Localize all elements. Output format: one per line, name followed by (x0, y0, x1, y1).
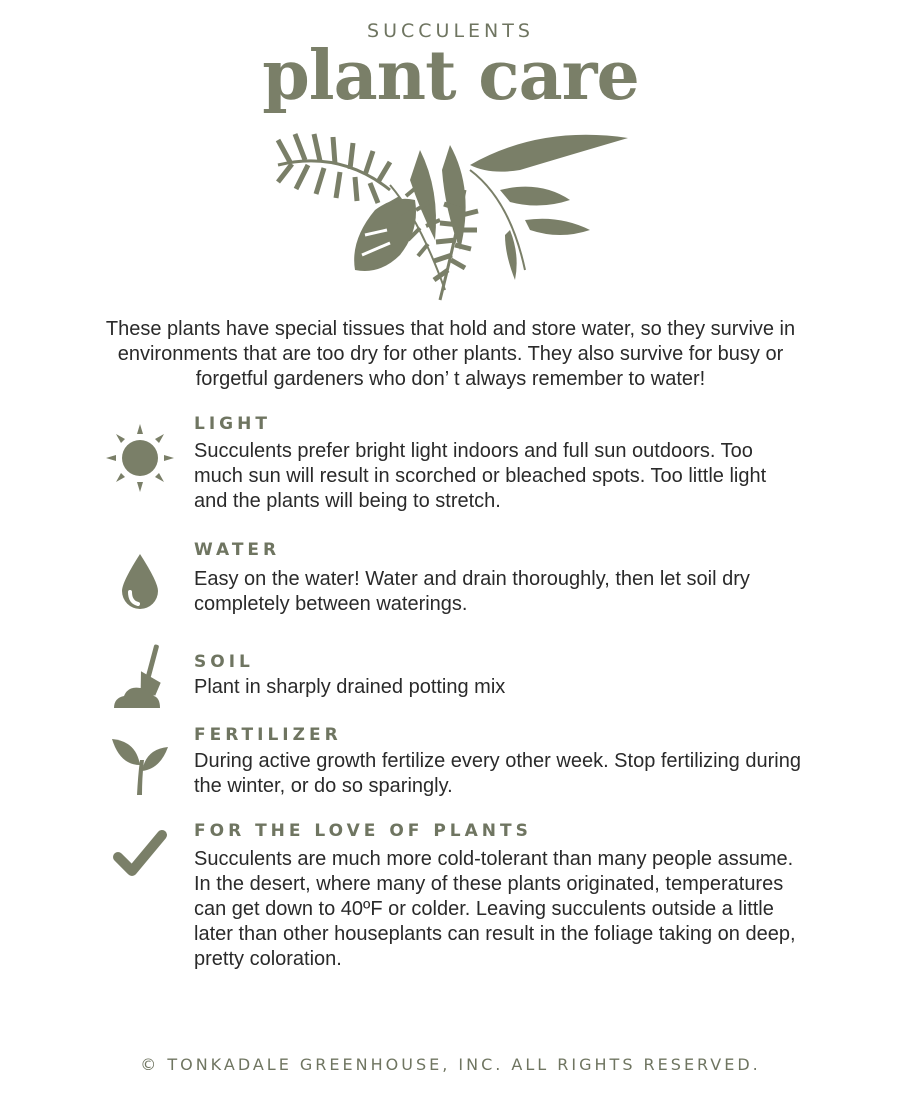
section-heading: LIGHT (194, 414, 271, 434)
intro-paragraph: These plants have special tissues that hold and store water, so they survive in environments that are too dry for other plants. They also survive for busy or forgetful gardeners who don’ t always remember to water! (105, 318, 796, 390)
section-body: Easy on the water! Water and drain thoroughly, then let soil dry completely between waterings. (194, 568, 750, 615)
sprout-icon (100, 725, 180, 805)
section-body: During active growth fertilize every other week. Stop fertilizing during the winter, or do so sparingly. (194, 750, 801, 797)
eyebrow-label: SUCCULENTS (367, 20, 534, 42)
page-title: plant care (262, 36, 639, 116)
sun-icon (100, 418, 180, 498)
water-drop-icon (100, 544, 180, 624)
soil-shovel-icon (100, 636, 180, 716)
section-heading: SOIL (194, 652, 254, 672)
checkmark-icon (100, 815, 180, 895)
section-heading: FOR THE LOVE OF PLANTS (194, 821, 532, 841)
section-body: Succulents prefer bright light indoors and full sun outdoors. Too much sun will result in scorched or bleached spots. Too little light and the plants will being to stretch. (194, 440, 767, 512)
section-body: Succulents are much more cold-tolerant than many people assume. In the desert, where many of these plants originated, temperatures can get down to 40ºF or colder. Leaving succulents outside a little later than other houseplants can result in the foliage taking on deep, pretty coloration. (194, 848, 796, 970)
tropical-leaves-illustration (270, 130, 630, 305)
section-body: Plant in sharply drained potting mix (194, 676, 506, 698)
copyright-footer: © TONKADALE GREENHOUSE, INC. ALL RIGHTS RESERVED. (140, 1055, 761, 1074)
section-heading: FERTILIZER (194, 725, 342, 745)
section-heading: WATER (194, 540, 281, 560)
